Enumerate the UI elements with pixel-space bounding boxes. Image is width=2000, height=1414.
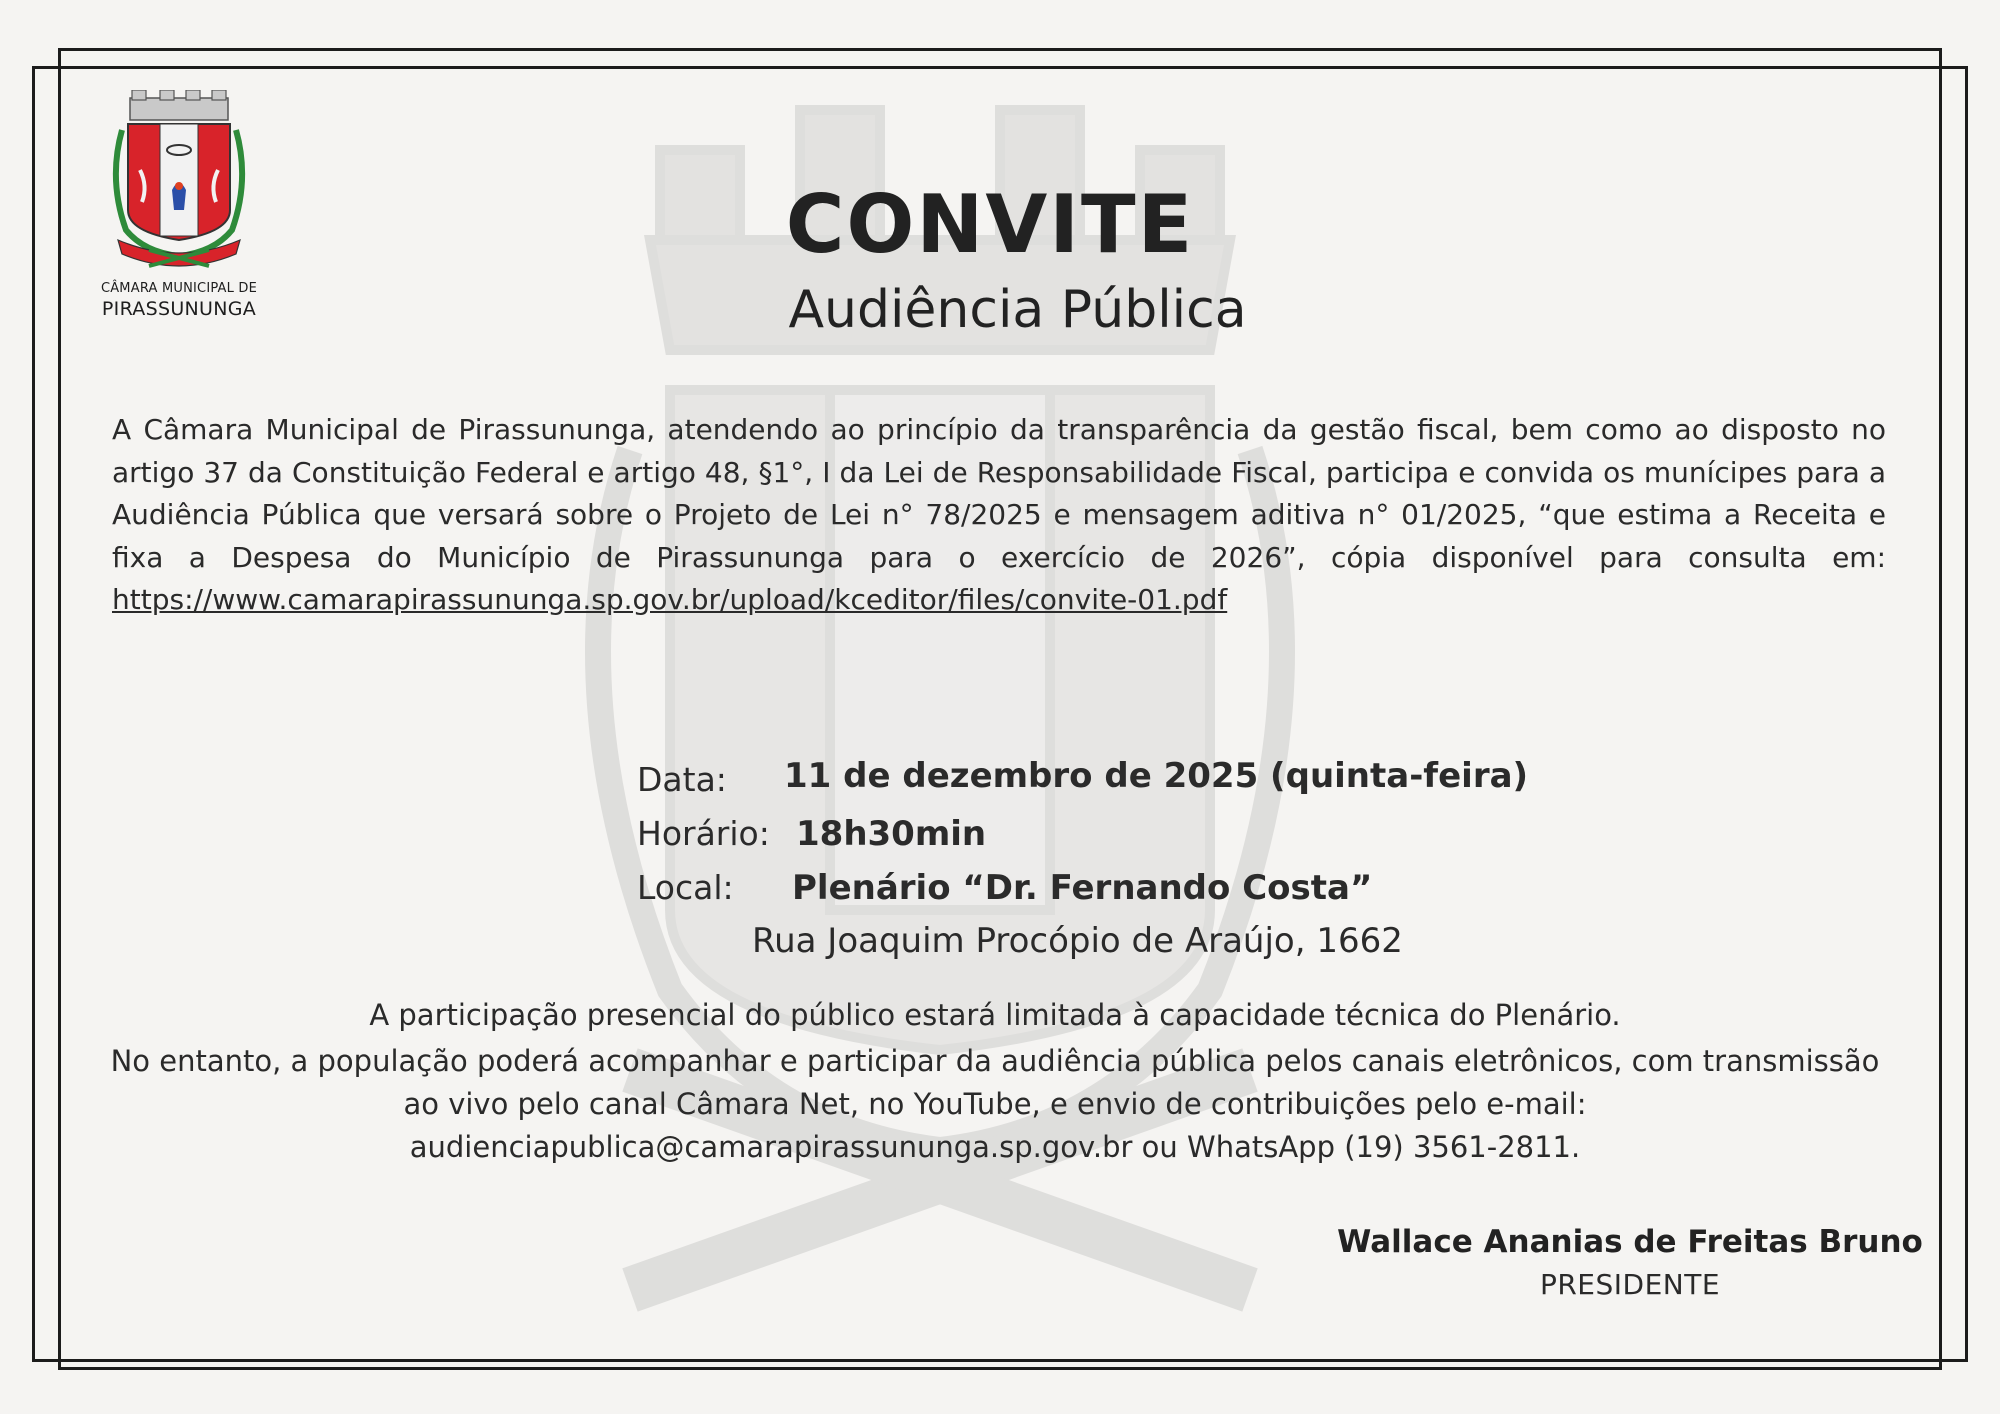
page-title: CONVITE xyxy=(785,178,1195,271)
place-value: Plenário “Dr. Fernando Costa” xyxy=(792,868,1373,908)
intro-text: A Câmara Municipal de Pirassununga, atendendo ao princípio da transparência da gestão fiscal, bem como ao disposto no artigo 37 da Constituição Federal e artigo 48, §1°, I da Lei de Responsabilidade Fiscal, participa e convida os munícipes para a Audiência Pública que versará sobre o Projeto de Lei n° 78/2025 e mensagem aditiva n° 01/2025, “que estima a Receita e fixa a Despesa do Município de Pirassununga para o exercício de 2026”, cópia disponível para consulta em: xyxy=(112,413,1886,574)
time-label: Horário: xyxy=(637,814,770,853)
notice-line-1: A participação presencial do público estará limitada à capacidade técnica do Plenário. xyxy=(369,998,1621,1032)
notice-line-2: No entanto, a população poderá acompanhar e participar da audiência pública pelos canais eletrônicos, com transmissão ao vivo pelo canal Câmara Net, no YouTube, e envio de contribuições pelo e-mail: audienciapublica@camarapirassununga.sp.gov.br ou WhatsApp (19) 3561-2811. xyxy=(110,1044,1880,1164)
document-link[interactable]: https://www.camarapirassununga.sp.gov.br/upload/kceditor/files/convite-01.pdf xyxy=(112,583,1228,616)
participation-notice xyxy=(100,994,1890,1169)
date-value: 11 de dezembro de 2025 (quinta-feira) xyxy=(784,756,1529,796)
logo-subtitle: CÂMARA MUNICIPAL DE xyxy=(100,281,258,296)
signatory-role: PRESIDENTE xyxy=(1539,1268,1721,1301)
signatory-name: Wallace Ananias de Freitas Bruno xyxy=(1337,1224,1923,1260)
time-value: 18h30min xyxy=(796,814,987,854)
place-address: Rua Joaquim Procópio de Araújo, 1662 xyxy=(752,921,1403,961)
logo-name: PIRASSUNUNGA xyxy=(101,298,257,320)
place-label: Local: xyxy=(637,868,734,907)
date-label: Data: xyxy=(637,760,727,799)
signature-block xyxy=(1250,1224,2000,1301)
page-subtitle: Audiência Pública xyxy=(788,280,1247,340)
intro-paragraph xyxy=(112,409,1886,622)
